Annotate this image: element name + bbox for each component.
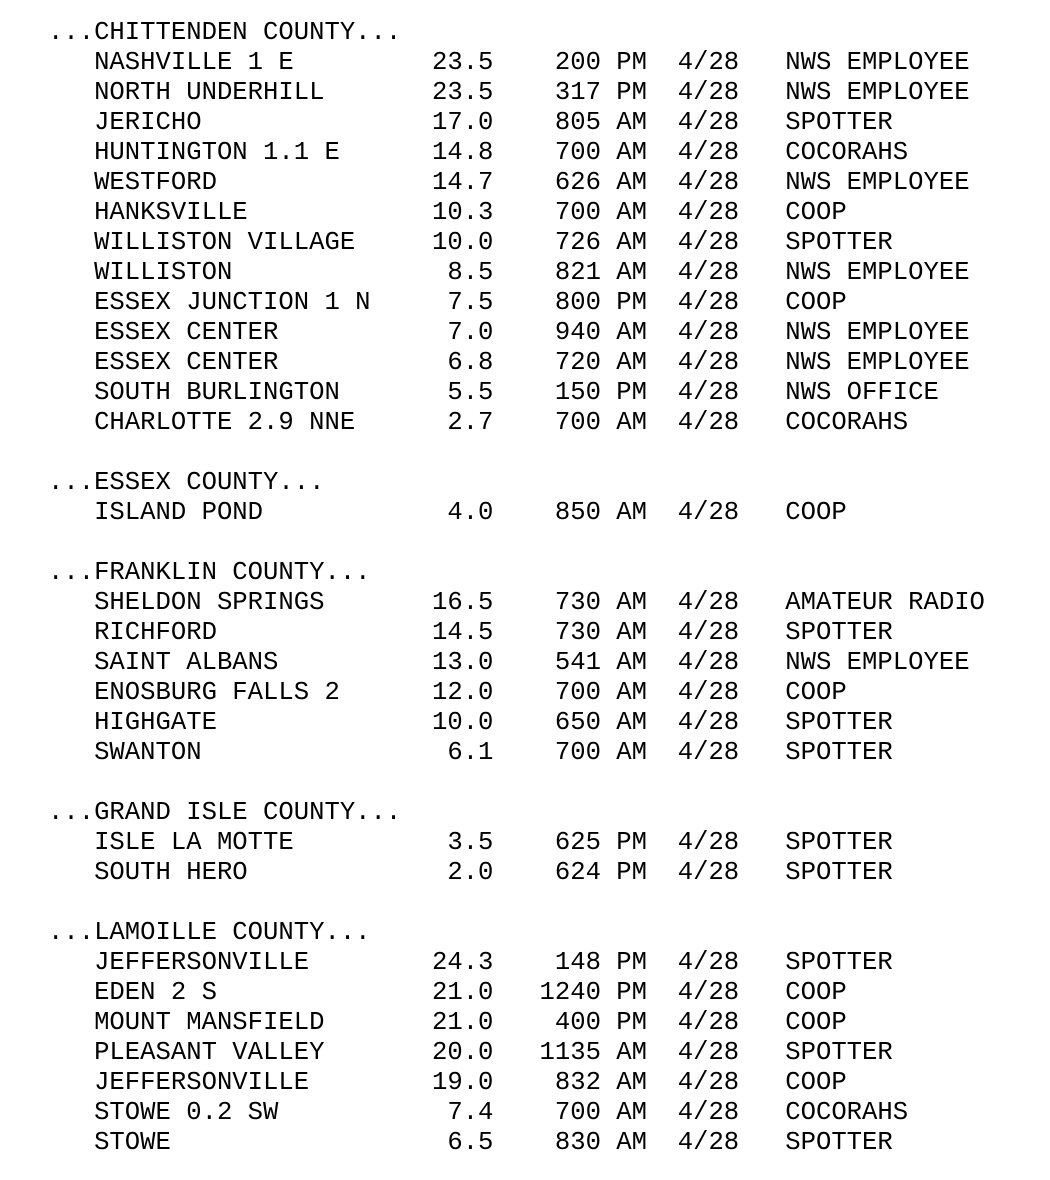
date-cell: 4/28	[677, 1038, 740, 1067]
amount-cell: 17.0	[431, 108, 494, 137]
report-row	[48, 1128, 985, 1158]
time-cell: 700 AM	[554, 1098, 648, 1127]
date-cell: 4/28	[677, 708, 740, 737]
source-cell: COCORAHS	[785, 408, 909, 437]
report-row	[48, 1038, 985, 1068]
date-cell: 4/28	[677, 588, 740, 617]
date-cell: 4/28	[677, 1008, 740, 1037]
amount-cell: 7.0	[447, 318, 494, 347]
location-cell: ESSEX CENTER	[94, 318, 279, 347]
date-cell: 4/28	[677, 378, 740, 407]
report-row	[48, 108, 985, 138]
amount-cell: 8.5	[447, 258, 494, 287]
amount-cell: 21.0	[431, 978, 494, 1007]
time-cell: 700 AM	[554, 738, 648, 767]
amount-cell: 10.0	[431, 228, 494, 257]
report-row	[48, 78, 985, 108]
location-cell: NORTH UNDERHILL	[94, 78, 325, 107]
date-cell: 4/28	[677, 948, 740, 977]
time-cell: 726 AM	[554, 228, 648, 257]
amount-cell: 7.4	[447, 1098, 494, 1127]
source-cell: AMATEUR RADIO	[785, 588, 985, 617]
date-cell: 4/28	[677, 618, 740, 647]
location-cell: JEFFERSONVILLE	[94, 1068, 310, 1097]
source-cell: COOP	[785, 498, 847, 527]
location-cell: SOUTH HERO	[94, 858, 248, 887]
amount-cell: 7.5	[447, 288, 494, 317]
location-cell: JERICHO	[94, 108, 202, 137]
time-cell: 832 AM	[554, 1068, 648, 1097]
source-cell: NWS EMPLOYEE	[785, 258, 970, 287]
report-row	[48, 348, 985, 378]
amount-cell: 12.0	[431, 678, 494, 707]
time-cell: 150 PM	[554, 378, 648, 407]
time-cell: 1240 PM	[539, 978, 648, 1007]
source-cell: COOP	[785, 678, 847, 707]
amount-cell: 6.1	[447, 738, 494, 767]
amount-cell: 19.0	[431, 1068, 494, 1097]
report-row	[48, 228, 985, 258]
report-row	[48, 648, 985, 678]
report-row	[48, 618, 985, 648]
date-cell: 4/28	[677, 78, 740, 107]
source-cell: COOP	[785, 1068, 847, 1097]
date-cell: 4/28	[677, 978, 740, 1007]
location-cell: ENOSBURG FALLS 2	[94, 678, 340, 707]
date-cell: 4/28	[677, 408, 740, 437]
location-cell: HIGHGATE	[94, 708, 217, 737]
source-cell: NWS EMPLOYEE	[785, 168, 970, 197]
date-cell: 4/28	[677, 288, 740, 317]
time-cell: 1135 AM	[539, 1038, 648, 1067]
source-cell: COOP	[785, 978, 847, 1007]
time-cell: 541 AM	[554, 648, 648, 677]
source-cell: SPOTTER	[785, 108, 893, 137]
location-cell: ESSEX JUNCTION 1 N	[94, 288, 371, 317]
source-cell: NWS OFFICE	[785, 378, 939, 407]
date-cell: 4/28	[677, 828, 740, 857]
report-row	[48, 198, 985, 228]
county-header: ...FRANKLIN COUNTY...	[48, 558, 371, 587]
source-cell: SPOTTER	[785, 948, 893, 977]
blank-line	[48, 768, 985, 798]
location-cell: SAINT ALBANS	[94, 648, 279, 677]
report-row	[48, 498, 985, 528]
source-cell: COOP	[785, 1008, 847, 1037]
amount-cell: 6.5	[447, 1128, 494, 1157]
amount-cell: 16.5	[431, 588, 494, 617]
amount-cell: 2.0	[447, 858, 494, 887]
report-row	[48, 738, 985, 768]
report-row	[48, 828, 985, 858]
location-cell: SWANTON	[94, 738, 202, 767]
amount-cell: 6.8	[447, 348, 494, 377]
date-cell: 4/28	[677, 138, 740, 167]
report-row	[48, 378, 985, 408]
snowfall-report	[48, 18, 985, 1158]
amount-cell: 10.3	[431, 198, 494, 227]
amount-cell: 14.5	[431, 618, 494, 647]
time-cell: 625 PM	[554, 828, 648, 857]
location-cell: EDEN 2 S	[94, 978, 217, 1007]
location-cell: HUNTINGTON 1.1 E	[94, 138, 340, 167]
report-row	[48, 408, 985, 438]
report-row	[48, 48, 985, 78]
county-header: ...LAMOILLE COUNTY...	[48, 918, 371, 947]
time-cell: 400 PM	[554, 1008, 648, 1037]
source-cell: SPOTTER	[785, 618, 893, 647]
report-row	[48, 1068, 985, 1098]
location-cell: SHELDON SPRINGS	[94, 588, 325, 617]
date-cell: 4/28	[677, 168, 740, 197]
time-cell: 148 PM	[554, 948, 648, 977]
time-cell: 800 PM	[554, 288, 648, 317]
report-row	[48, 318, 985, 348]
location-cell: RICHFORD	[94, 618, 217, 647]
source-cell: SPOTTER	[785, 1038, 893, 1067]
date-cell: 4/28	[677, 228, 740, 257]
blank-line	[48, 438, 985, 468]
time-cell: 700 AM	[554, 138, 648, 167]
report-row	[48, 588, 985, 618]
report-row	[48, 858, 985, 888]
date-cell: 4/28	[677, 858, 740, 887]
date-cell: 4/28	[677, 1128, 740, 1157]
date-cell: 4/28	[677, 258, 740, 287]
amount-cell: 14.7	[431, 168, 494, 197]
date-cell: 4/28	[677, 48, 740, 77]
amount-cell: 3.5	[447, 828, 494, 857]
date-cell: 4/28	[677, 318, 740, 347]
location-cell: WESTFORD	[94, 168, 217, 197]
report-row	[48, 168, 985, 198]
time-cell: 821 AM	[554, 258, 648, 287]
source-cell: SPOTTER	[785, 1128, 893, 1157]
amount-cell: 20.0	[431, 1038, 494, 1067]
source-cell: COOP	[785, 288, 847, 317]
time-cell: 200 PM	[554, 48, 648, 77]
location-cell: SOUTH BURLINGTON	[94, 378, 340, 407]
location-cell: HANKSVILLE	[94, 198, 248, 227]
location-cell: PLEASANT VALLEY	[94, 1038, 325, 1067]
time-cell: 805 AM	[554, 108, 648, 137]
amount-cell: 14.8	[431, 138, 494, 167]
time-cell: 626 AM	[554, 168, 648, 197]
report-row	[48, 258, 985, 288]
source-cell: COOP	[785, 198, 847, 227]
amount-cell: 24.3	[431, 948, 494, 977]
county-header: ...ESSEX COUNTY...	[48, 468, 325, 497]
report-row	[48, 978, 985, 1008]
location-cell: WILLISTON	[94, 258, 233, 287]
source-cell: COCORAHS	[785, 138, 909, 167]
time-cell: 700 AM	[554, 198, 648, 227]
source-cell: NWS EMPLOYEE	[785, 648, 970, 677]
amount-cell: 23.5	[431, 48, 494, 77]
time-cell: 700 AM	[554, 678, 648, 707]
report-row	[48, 708, 985, 738]
amount-cell: 13.0	[431, 648, 494, 677]
report-row	[48, 1098, 985, 1128]
time-cell: 650 AM	[554, 708, 648, 737]
location-cell: JEFFERSONVILLE	[94, 948, 310, 977]
time-cell: 317 PM	[554, 78, 648, 107]
report-row	[48, 678, 985, 708]
amount-cell: 5.5	[447, 378, 494, 407]
report-row	[48, 138, 985, 168]
time-cell: 730 AM	[554, 588, 648, 617]
location-cell: MOUNT MANSFIELD	[94, 1008, 325, 1037]
county-header: ...GRAND ISLE COUNTY...	[48, 798, 402, 827]
time-cell: 720 AM	[554, 348, 648, 377]
amount-cell: 23.5	[431, 78, 494, 107]
source-cell: SPOTTER	[785, 738, 893, 767]
report-row	[48, 288, 985, 318]
location-cell: CHARLOTTE 2.9 NNE	[94, 408, 356, 437]
amount-cell: 4.0	[447, 498, 494, 527]
time-cell: 624 PM	[554, 858, 648, 887]
time-cell: 940 AM	[554, 318, 648, 347]
location-cell: ISLE LA MOTTE	[94, 828, 294, 857]
source-cell: NWS EMPLOYEE	[785, 318, 970, 347]
date-cell: 4/28	[677, 348, 740, 377]
source-cell: SPOTTER	[785, 828, 893, 857]
amount-cell: 2.7	[447, 408, 494, 437]
time-cell: 730 AM	[554, 618, 648, 647]
source-cell: SPOTTER	[785, 228, 893, 257]
time-cell: 700 AM	[554, 408, 648, 437]
date-cell: 4/28	[677, 108, 740, 137]
source-cell: NWS EMPLOYEE	[785, 348, 970, 377]
time-cell: 830 AM	[554, 1128, 648, 1157]
amount-cell: 21.0	[431, 1008, 494, 1037]
source-cell: NWS EMPLOYEE	[785, 48, 970, 77]
location-cell: ESSEX CENTER	[94, 348, 279, 377]
location-cell: WILLISTON VILLAGE	[94, 228, 356, 257]
amount-cell: 10.0	[431, 708, 494, 737]
date-cell: 4/28	[677, 1098, 740, 1127]
location-cell: STOWE 0.2 SW	[94, 1098, 279, 1127]
report-row	[48, 948, 985, 978]
source-cell: SPOTTER	[785, 858, 893, 887]
date-cell: 4/28	[677, 738, 740, 767]
report-row	[48, 1008, 985, 1038]
county-header: ...CHITTENDEN COUNTY...	[48, 18, 402, 47]
time-cell: 850 AM	[554, 498, 648, 527]
blank-line	[48, 528, 985, 558]
blank-line	[48, 888, 985, 918]
source-cell: COCORAHS	[785, 1098, 909, 1127]
date-cell: 4/28	[677, 678, 740, 707]
date-cell: 4/28	[677, 498, 740, 527]
source-cell: NWS EMPLOYEE	[785, 78, 970, 107]
date-cell: 4/28	[677, 198, 740, 227]
source-cell: SPOTTER	[785, 708, 893, 737]
date-cell: 4/28	[677, 1068, 740, 1097]
location-cell: NASHVILLE 1 E	[94, 48, 294, 77]
location-cell: ISLAND POND	[94, 498, 264, 527]
date-cell: 4/28	[677, 648, 740, 677]
location-cell: STOWE	[94, 1128, 171, 1157]
